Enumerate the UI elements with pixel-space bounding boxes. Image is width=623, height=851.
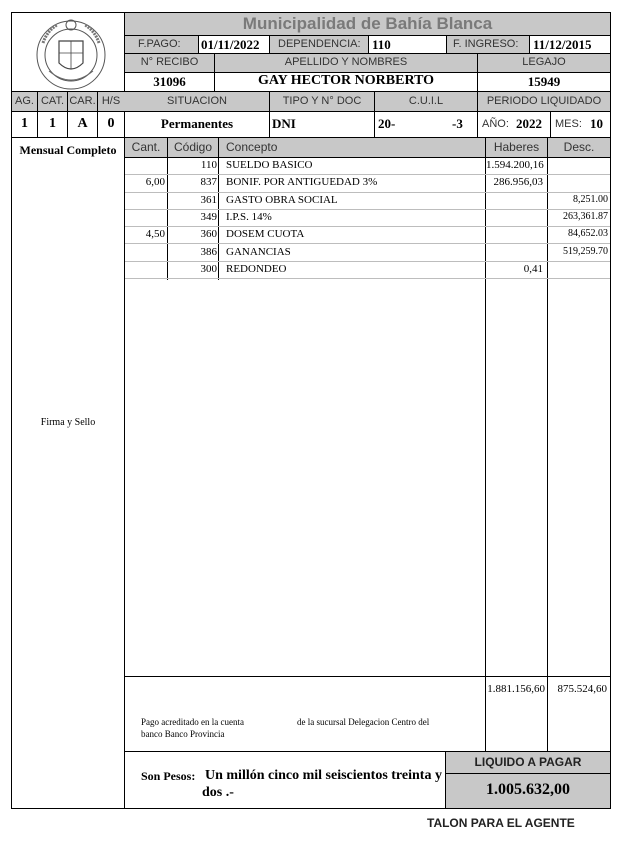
cell-cant: 6,00 bbox=[145, 176, 165, 189]
cuil-label: C.U.I.L bbox=[408, 95, 444, 107]
cuil-prefix: 20- bbox=[378, 116, 396, 131]
hs-label: H/S bbox=[101, 95, 121, 107]
col-codigo-header: Código bbox=[173, 140, 213, 154]
col-concepto-header: Concepto bbox=[226, 140, 278, 154]
fingreso-value: 11/12/2015 bbox=[533, 37, 592, 52]
car-label: CAR. bbox=[69, 95, 96, 107]
cell-haberes: 1.594.200,16 bbox=[486, 159, 544, 171]
tipo-liquidacion: Mensual Completo bbox=[19, 143, 117, 157]
table-row bbox=[125, 245, 610, 262]
liquido-value: 1.005.632,00 bbox=[486, 781, 570, 798]
cell-concepto: GASTO OBRA SOCIAL bbox=[226, 193, 338, 206]
table-row bbox=[125, 227, 610, 244]
cell-cant: 4,50 bbox=[145, 228, 165, 241]
cell-codigo: 386 bbox=[200, 245, 217, 258]
table-row bbox=[125, 175, 610, 192]
col-cant-header: Cant. bbox=[131, 140, 161, 154]
cell-haberes: 286.956,03 bbox=[493, 176, 543, 189]
cell-haberes: 0,41 bbox=[523, 262, 543, 275]
page-title: Municipalidad de Bahía Blanca bbox=[242, 14, 493, 33]
fpago-label: F.PAGO: bbox=[138, 38, 181, 50]
cell-concepto: DOSEM CUOTA bbox=[226, 228, 305, 241]
cell-concepto: BONIF. POR ANTIGUEDAD 3% bbox=[226, 176, 378, 189]
ag-label: AG. bbox=[15, 95, 34, 107]
dependencia-label: DEPENDENCIA: bbox=[278, 38, 361, 50]
cell-codigo: 300 bbox=[200, 262, 217, 275]
cell-codigo: 837 bbox=[200, 176, 217, 189]
liquido-label: LIQUIDO A PAGAR bbox=[474, 755, 582, 769]
cell-codigo: 349 bbox=[200, 210, 217, 223]
mes-label: MES: bbox=[555, 118, 582, 130]
ag-value: 1 bbox=[21, 116, 28, 131]
firma-y-sello: Firma y Sello bbox=[40, 417, 96, 428]
table-row bbox=[125, 193, 610, 210]
cell-desc: 8,251.00 bbox=[573, 193, 608, 205]
cell-desc: 84,652.03 bbox=[568, 228, 608, 240]
mes-value: 10 bbox=[590, 116, 603, 131]
talon-footer: TALON PARA EL AGENTE bbox=[427, 816, 575, 830]
fpago-value: 01/11/2022 bbox=[201, 37, 260, 52]
col-haberes-header: Haberes bbox=[493, 140, 540, 154]
anio-label: AÑO: bbox=[482, 118, 509, 130]
recibo-value: 31096 bbox=[153, 74, 186, 89]
cell-concepto: SUELDO BASICO bbox=[226, 159, 313, 171]
tipodoc-label: TIPO Y N° DOC bbox=[282, 95, 362, 107]
cat-value: 1 bbox=[49, 116, 56, 131]
cell-concepto: I.P.S. 14% bbox=[226, 210, 272, 223]
table-row bbox=[125, 210, 610, 227]
pago-sucursal-text: de la sucursal Delegacion Centro del bbox=[297, 717, 430, 727]
cell-desc: 263,361.87 bbox=[563, 210, 608, 222]
son-pesos-label: Son Pesos: bbox=[141, 769, 196, 783]
son-pesos-line1: Un millón cinco mil seiscientos treinta y bbox=[205, 768, 442, 783]
tipodoc-value: DNI bbox=[272, 116, 296, 131]
total-haberes: 1.881.156,60 bbox=[487, 683, 545, 695]
legajo-value: 15949 bbox=[527, 74, 561, 89]
situacion-value: Permanentes bbox=[160, 116, 234, 131]
recibo-label: N° RECIBO bbox=[140, 56, 199, 68]
table-row bbox=[125, 158, 610, 175]
fingreso-label: F. INGRESO: bbox=[453, 38, 519, 50]
apellido-label: APELLIDO Y NOMBRES bbox=[284, 56, 408, 68]
cuil-suffix: -3 bbox=[452, 116, 463, 131]
municipal-seal-logo bbox=[27, 13, 115, 93]
legajo-label: LEGAJO bbox=[522, 56, 566, 68]
periodo-label: PERIODO LIQUIDADO bbox=[486, 95, 602, 107]
pago-banco-text: banco Banco Provincia bbox=[141, 729, 225, 739]
son-pesos-line2: dos .- bbox=[202, 785, 234, 800]
cell-concepto: REDONDEO bbox=[226, 262, 287, 275]
pago-cuenta-text: Pago acreditado en la cuenta bbox=[141, 717, 244, 727]
cell-concepto: GANANCIAS bbox=[226, 245, 291, 258]
dependencia-value: 110 bbox=[372, 37, 391, 52]
total-desc: 875.524,60 bbox=[557, 683, 607, 695]
cell-codigo: 360 bbox=[200, 228, 217, 241]
hs-value: 0 bbox=[107, 116, 115, 131]
car-value: A bbox=[77, 116, 88, 131]
cell-codigo: 110 bbox=[200, 159, 217, 171]
cell-desc: 519,259.70 bbox=[563, 245, 608, 257]
anio-value: 2022 bbox=[516, 116, 542, 131]
col-desc-header: Desc. bbox=[563, 140, 595, 154]
cat-label: CAT. bbox=[40, 95, 65, 107]
situacion-label: SITUACION bbox=[167, 95, 227, 107]
table-row bbox=[125, 262, 610, 279]
apellido-value: GAY HECTOR NORBERTO bbox=[257, 73, 435, 88]
cell-codigo: 361 bbox=[200, 193, 217, 206]
